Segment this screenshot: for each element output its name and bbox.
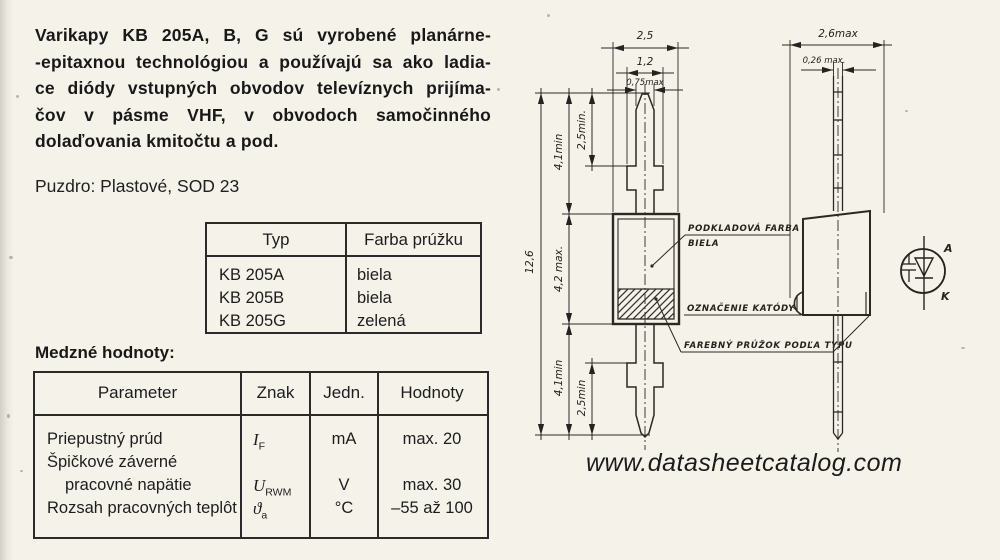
color-cell: biela: [357, 266, 392, 284]
limits-parameter: Priepustný prúd: [47, 430, 163, 448]
limits-table: [33, 371, 489, 539]
dim-label-total-height: 12,6: [524, 250, 536, 274]
type-table-header-typ: Typ: [262, 230, 290, 249]
intro-line: -epitaxnou technológiou a používajú sa ako ladia-: [35, 51, 491, 72]
dim-label-tip-bottom: 2,5min: [576, 379, 588, 417]
side-view-drawing: [782, 28, 892, 452]
watermark: www.datasheetcatalog.com: [586, 449, 903, 477]
scan-speck: [7, 414, 10, 418]
limits-unit: mA: [331, 430, 357, 448]
table-divider: [207, 255, 480, 257]
scan-speck: [961, 347, 965, 349]
dim-label-lead-top: 4,1min: [553, 133, 565, 171]
limits-value: –55 až 100: [391, 499, 473, 517]
body-outline: [803, 211, 870, 315]
type-table: [205, 222, 482, 334]
symbol-letter: U: [253, 476, 266, 495]
dim-label-width-outer: 2,5: [636, 30, 654, 42]
dim-label-body-height: 4,2 max.: [553, 245, 565, 293]
package-line: Puzdro: Plastové, SOD 23: [35, 176, 240, 196]
limits-symbol: [253, 430, 265, 452]
scan-edge-shadow: [0, 0, 14, 560]
callout-undercoat-label: PODKLADOVÁ FARBA: [688, 224, 800, 234]
symbol-letter: I: [253, 430, 259, 449]
color-cell: zelená: [357, 312, 406, 330]
scan-speck: [9, 256, 13, 259]
intro-paragraph: [35, 22, 491, 155]
intro-line: Varikapy KB 205A, B, G sú vyrobené planárne-: [35, 25, 491, 45]
color-cell: biela: [357, 289, 392, 307]
scan-speck: [497, 88, 500, 91]
cathode-bump: [794, 292, 803, 315]
scan-speck: [16, 95, 19, 98]
callout-cathode-label: OZNAČENIE KATÓDY: [687, 304, 796, 314]
limits-header-parameter: Parameter: [97, 383, 178, 402]
limits-parameter: Špičkové záverné: [47, 453, 178, 471]
dim-label-side-width: 2,6max: [818, 28, 858, 40]
dim-label-width-mid: 1,2: [636, 56, 654, 68]
dim-label-width-inner: 0,75max: [626, 78, 664, 88]
limits-header-hodnoty: Hodnoty: [400, 383, 464, 402]
symbol-subscript: RWM: [265, 486, 292, 499]
limits-symbol: [253, 476, 291, 498]
limits-value: max. 30: [402, 476, 462, 494]
limits-header-jedn: Jedn.: [323, 383, 365, 402]
dim-label-tip-top: 2,5min.: [576, 110, 588, 150]
scan-speck: [905, 110, 908, 112]
limits-header-znak: Znak: [256, 383, 295, 402]
callout-undercoat-label2: BIELA: [688, 239, 720, 249]
type-cell: KB 205B: [219, 289, 285, 307]
limits-symbol: [253, 499, 267, 521]
color-stripe-hatch: [618, 289, 674, 319]
type-cell: KB 205A: [219, 266, 285, 284]
front-view-drawing: [524, 30, 869, 450]
type-table-header-farba: Farba prúžku: [364, 230, 463, 249]
intro-line: ce diódy vstupných obvodov televíznych prijíma-: [35, 78, 491, 98]
limits-parameter: pracovné napätie: [65, 476, 192, 494]
symbol-subscript: a: [261, 509, 268, 522]
limits-value: max. 20: [402, 430, 462, 448]
callouts: [650, 222, 869, 352]
dim-label-lead-thickness: 0,26 max.: [802, 56, 846, 66]
intro-line: dolaďovania kmitočtu a pod.: [35, 131, 279, 151]
cathode-label: K: [941, 290, 950, 303]
type-cell: KB 205G: [219, 312, 286, 330]
dim-label-lead-bottom: 4,1min: [553, 359, 565, 397]
limits-unit: V: [338, 476, 350, 494]
table-divider: [35, 414, 487, 416]
intro-line: čov v pásme VHF, v obvodoch samočinného: [35, 104, 491, 125]
limits-parameter: Rozsah pracovných teplôt: [47, 499, 237, 517]
scan-speck: [547, 14, 550, 17]
scan-speck: [20, 470, 23, 472]
diode-symbol-icon: [901, 236, 953, 310]
anode-label: A: [944, 242, 953, 255]
limits-heading: Medzné hodnoty:: [35, 343, 175, 362]
callout-stripe-label: FAREBNÝ PRÚŽOK PODĽA TYPU: [684, 341, 853, 351]
limits-unit: °C: [334, 499, 354, 517]
symbol-letter: ϑ: [253, 499, 262, 518]
symbol-subscript: F: [258, 440, 266, 453]
